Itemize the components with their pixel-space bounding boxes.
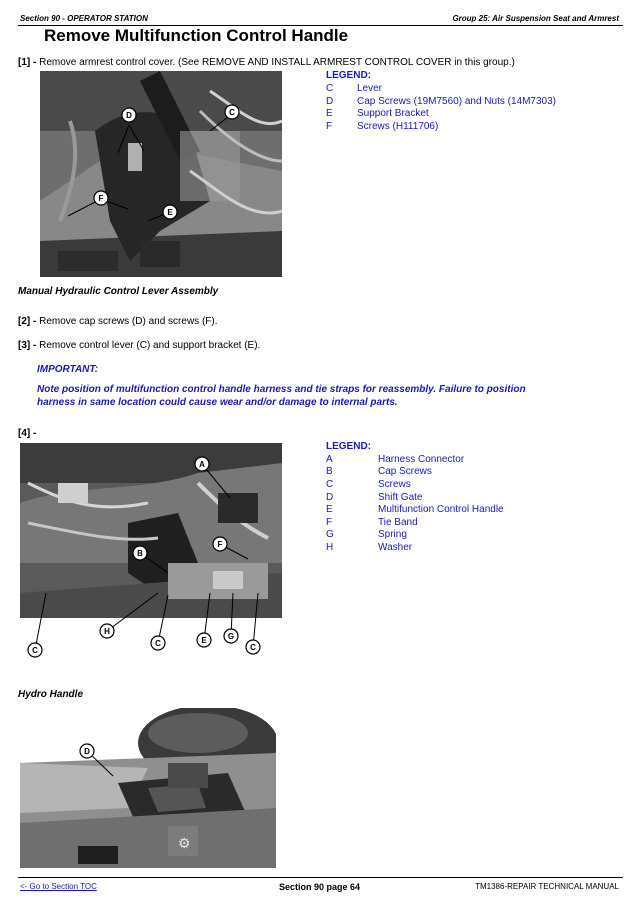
footer-manual-title: TM1386-REPAIR TECHNICAL MANUAL <box>475 882 619 891</box>
step-2 <box>18 316 218 327</box>
step-4-number: [4] - <box>18 428 37 439</box>
callout-e: E <box>201 636 207 645</box>
shift-gate-symbol-icon: ⚙ <box>178 835 191 851</box>
step-2-number: [2] - <box>18 316 37 327</box>
callout-d: D <box>84 747 90 756</box>
step-4 <box>18 428 36 439</box>
footer-rule <box>18 877 623 878</box>
callout-e: E <box>167 208 173 217</box>
photo-hydro-handle-assembly <box>18 443 284 665</box>
step-1-number: [1] - <box>18 57 37 68</box>
callout-c: C <box>155 639 161 648</box>
callout-f: F <box>217 540 223 549</box>
go-to-section-toc-link[interactable]: <- Go to Section TOC <box>20 882 97 891</box>
callout-f: F <box>98 194 104 203</box>
important-line-2: harness in same location could cause wear and/or damage to internal parts. <box>37 397 398 408</box>
important-title: IMPORTANT: <box>37 364 99 375</box>
callout-h: H <box>104 627 110 636</box>
caption-1: Manual Hydraulic Control Lever Assembly <box>18 286 219 297</box>
photo-shift-gate <box>18 708 276 868</box>
step-3-number: [3] - <box>18 340 37 351</box>
important-line-1: Note position of multifunction control handle harness and tie straps for reassembly. Failure to position <box>37 384 526 395</box>
callout-g: G <box>227 632 235 641</box>
caption-2: Hydro Handle <box>18 689 84 700</box>
callout-c: C <box>250 643 256 652</box>
legend-1-title: LEGEND: <box>326 70 371 81</box>
photo-3-callouts <box>18 708 276 868</box>
step-1 <box>18 57 618 68</box>
step-3-text: Remove control lever (C) and support bracket (E). <box>39 340 261 351</box>
callout-b: B <box>137 549 143 558</box>
callout-a: A <box>199 460 205 469</box>
legend-2-title: LEGEND: <box>326 441 371 452</box>
header-group: Group 25: Air Suspension Seat and Armrest <box>452 14 619 23</box>
page-title: Remove Multifunction Control Handle <box>44 26 349 45</box>
footer-page-number: Section 90 page 64 <box>278 882 361 892</box>
photo-2-callouts <box>18 443 284 665</box>
callout-c: C <box>32 646 38 655</box>
photo-control-lever-assembly <box>40 71 282 277</box>
callout-c: C <box>229 108 235 117</box>
callout-d: D <box>126 111 132 120</box>
step-2-text: Remove cap screws (D) and screws (F). <box>39 316 218 327</box>
step-3 <box>18 340 260 351</box>
header-section: Section 90 - OPERATOR STATION <box>20 14 148 23</box>
photo-1-callouts <box>40 71 282 277</box>
step-1-text: Remove armrest control cover. (See REMOVE AND INSTALL ARMREST CONTROL COVER in this group.) <box>39 57 515 68</box>
